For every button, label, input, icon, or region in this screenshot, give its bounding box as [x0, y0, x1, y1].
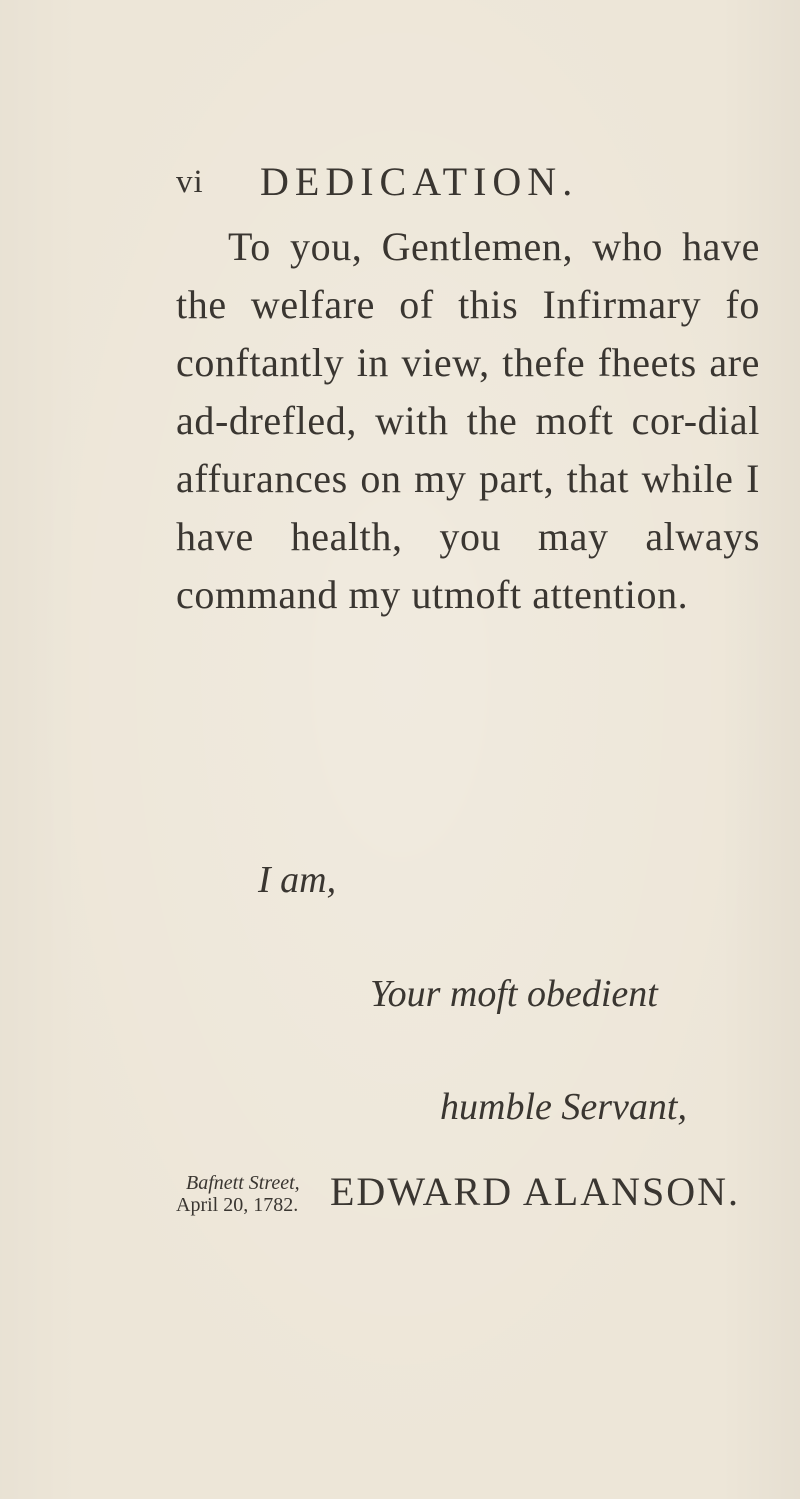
author-signature: EDWARD ALANSON.: [330, 1169, 740, 1214]
place-and-date: [176, 1172, 316, 1216]
closing-line-obedient: Your moft obedient: [370, 973, 658, 1015]
running-head: [176, 158, 736, 202]
closing-line-i-am: I am,: [258, 859, 337, 901]
street-address: Bafnett Street,: [186, 1172, 300, 1194]
page-number: vi: [176, 164, 204, 200]
closing-line-servant: humble Servant,: [440, 1086, 687, 1128]
signature-date: April 20, 1782.: [176, 1194, 299, 1216]
dedication-paragraph: To you, Gentlemen, who have the welfare of this Infirmary fo conftantly in view, thefe fheets are ad-drefled, with the moft cor-dial affurances on my part, that while I have health, you may always command my utmoft attention.: [176, 224, 760, 617]
page-title: DEDICATION.: [260, 159, 579, 204]
